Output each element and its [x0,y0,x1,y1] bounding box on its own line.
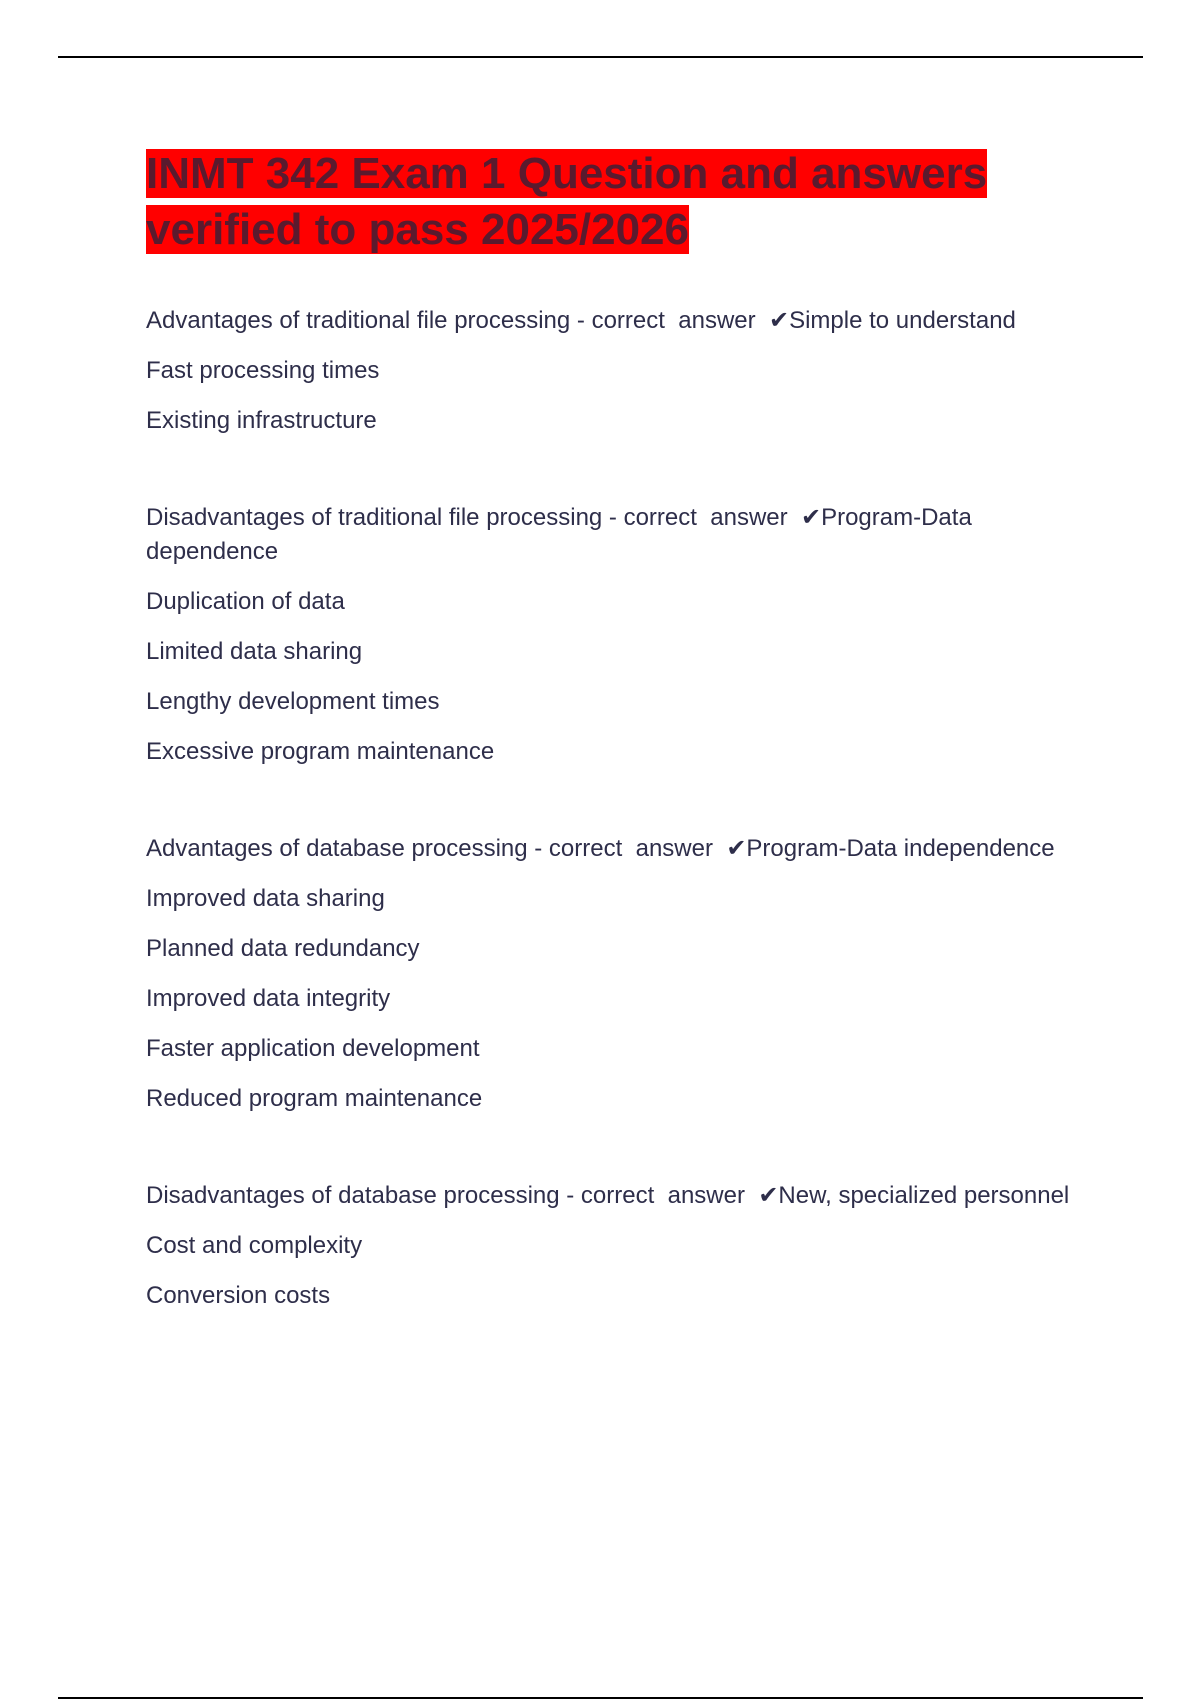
answer-item: Excessive program maintenance [146,738,495,765]
answer-item: Cost and complexity [146,1232,363,1259]
qa-section-2 [146,501,1096,769]
question-text: Disadvantages of database processing - correct answer ✔New, specialized personnel [146,1182,1070,1209]
answer-item: Planned data redundancy [146,935,420,962]
answer-item: Reduced program maintenance [146,1085,483,1112]
qa-section-1 [146,304,1096,438]
document-title [146,146,1096,258]
answer-item: Conversion costs [146,1282,331,1309]
answer-item: Limited data sharing [146,638,363,665]
question-text: Disadvantages of traditional file processing - correct answer ✔Program-Data dependence [146,504,979,565]
title-highlight: INMT 342 Exam 1 Question and answers verified to pass 2025/2026 [146,149,988,254]
qa-section-3 [146,832,1096,1116]
top-rule [58,56,1143,58]
answer-item: Improved data integrity [146,985,391,1012]
answer-item: Duplication of data [146,588,345,615]
answer-item: Improved data sharing [146,885,385,912]
bottom-rule [58,1697,1143,1699]
document-body [146,146,1096,1329]
question-text: Advantages of traditional file processing - correct answer ✔Simple to understand [146,307,1016,334]
answer-item: Faster application development [146,1035,480,1062]
answer-item: Fast processing times [146,357,380,384]
answer-item: Lengthy development times [146,688,440,715]
answer-item: Existing infrastructure [146,407,377,434]
qa-section-4 [146,1179,1096,1313]
question-text: Advantages of database processing - correct answer ✔Program-Data independence [146,835,1055,862]
